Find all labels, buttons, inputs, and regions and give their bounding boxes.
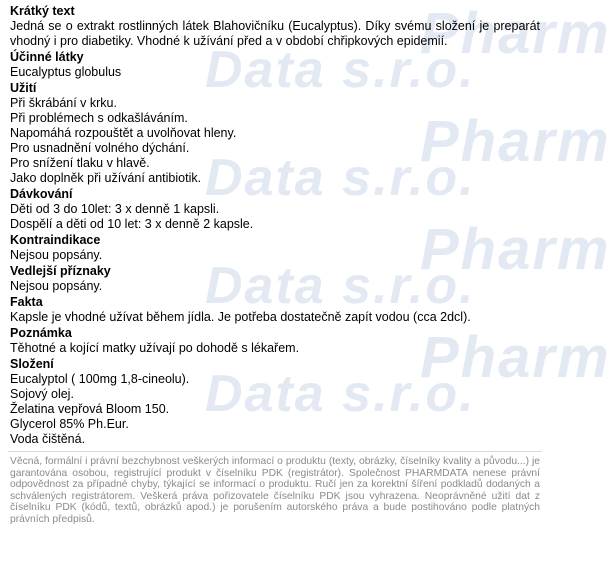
section-line: Eucalyptol ( 100mg 1,8-cineolu). (10, 372, 190, 386)
section-line: Při škrábání v krku. (10, 96, 117, 110)
watermark-data: Data s.r.o. (205, 149, 476, 207)
section-contraindications (10, 233, 540, 263)
section-line: Nejsou popsány. (10, 279, 103, 293)
section-usage (10, 81, 540, 186)
section-heading: Krátký text (10, 4, 75, 18)
section-facts (10, 295, 540, 325)
section-line: Sojový olej. (10, 387, 74, 401)
section-heading: Kontraindikace (10, 233, 101, 247)
section-line: Dospělí a děti od 10 let: 3 x denně 2 kapsle. (10, 217, 254, 231)
section-heading: Účinné látky (10, 50, 84, 64)
watermark-pharm: Pharm (420, 1, 611, 66)
watermark-data: Data s.r.o. (205, 365, 476, 423)
section-line: Pro usnadnění volného dýchání. (10, 141, 190, 155)
section-lines (10, 279, 540, 294)
section-line: Nejsou popsány. (10, 248, 103, 262)
section-heading: Dávkování (10, 187, 73, 201)
section-lines (10, 341, 540, 356)
section-line: Glycerol 85% Ph.Eur. (10, 417, 129, 431)
section-line: Při problémech s odkašláváním. (10, 111, 188, 125)
section-heading: Složení (10, 357, 54, 371)
legal-disclaimer: Věcná, formální i právní bezchybnost veškerých informací o produktu (texty, obrázky, číselníky kvality a původu...) je garantována osobou, registrující produkt v číselníku PDK (registrátor). Společnost PHARMDATA nenese právní odpovědnost za případné chyby, týkající se informací o produktu. Ručí jen za korektní šíření podkladů dodaných a schválených registrátorem. Veškerá práva pořizovatele číselníku PDK jsou vyhrazena. Neoprávněné užití dat z číselníku PDK (kódů, textů, obrázků apod.) je porušením autorského práva a bude postihováno podle platných právních předpisů. (10, 456, 540, 525)
section-line: Jako doplněk při užívání antibiotik. (10, 171, 202, 185)
section-short-text (10, 4, 540, 49)
watermark-pharm: Pharm (420, 325, 611, 390)
section-line: Těhotné a kojící matky užívají po dohodě s lékařem. (10, 341, 300, 355)
section-lines (10, 96, 540, 186)
section-line: Kapsle je vhodné užívat během jídla. Je potřeba dostatečně zapít vodou (cca 2dcl). (10, 310, 471, 324)
section-heading: Fakta (10, 295, 43, 309)
section-heading: Poznámka (10, 326, 72, 340)
section-line: Voda čištěná. (10, 432, 86, 446)
section-line: Eucalyptus globulus (10, 65, 122, 79)
section-lines (10, 372, 540, 447)
watermark-pharm: Pharm (420, 109, 611, 174)
watermark-data: Data s.r.o. (205, 41, 476, 99)
section-line: Děti od 3 do 10let: 3 x denně 1 kapsli. (10, 202, 220, 216)
section-lines (10, 248, 540, 263)
section-heading: Užití (10, 81, 37, 95)
section-text: Jedná se o extrakt rostlinných látek Blahovičníku (Eucalyptus). Díky svému složení je preparát vhodný i pro diabetiky. Vhodné k užívání před a v období chřipkových epidemií. (10, 19, 540, 48)
section-line: Napomáhá rozpouštět a uvolňovat hleny. (10, 126, 237, 140)
section-dosage (10, 187, 540, 232)
watermark-data: Data s.r.o. (205, 257, 476, 315)
section-line: Pro snížení tlaku v hlavě. (10, 156, 150, 170)
section-heading: Vedlejší příznaky (10, 264, 111, 278)
section-composition (10, 357, 540, 447)
section-lines (10, 310, 540, 325)
section-lines (10, 65, 540, 80)
watermark-pharm: Pharm (420, 217, 611, 282)
section-note (10, 326, 540, 356)
section-line: Želatina vepřová Bloom 150. (10, 402, 170, 416)
section-active-ingredients (10, 50, 540, 80)
section-lines (10, 202, 540, 232)
section-side-effects (10, 264, 540, 294)
